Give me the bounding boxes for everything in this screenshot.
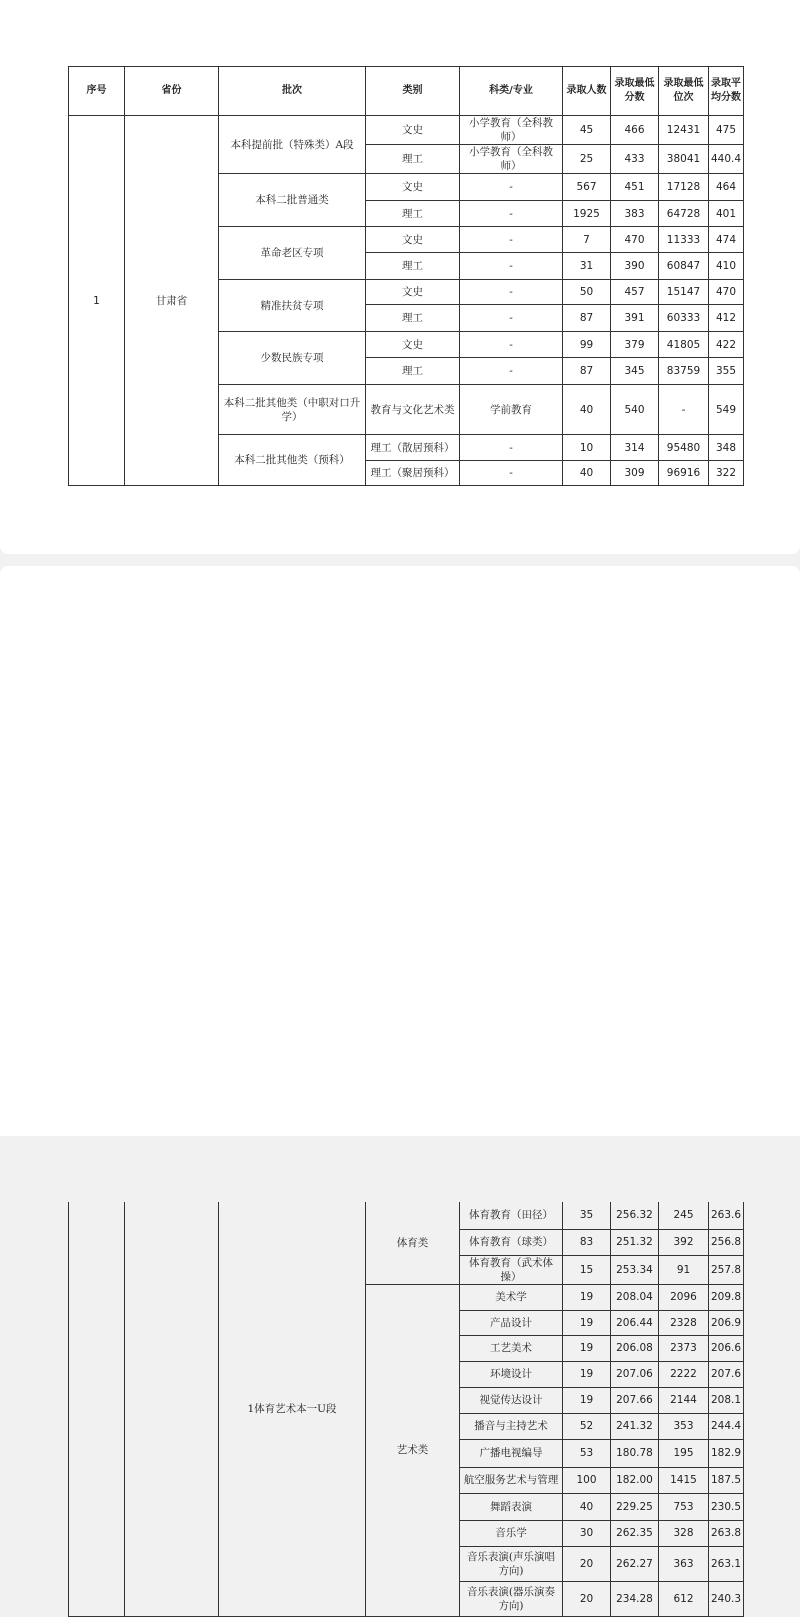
category-cell: 艺术类: [366, 1284, 460, 1616]
min-score-cell: 206.44: [611, 1310, 659, 1335]
min-score-cell: 262.35: [611, 1520, 659, 1546]
major-cell: -: [460, 305, 563, 332]
category-cell: 理工: [366, 201, 460, 227]
major-cell: 音乐表演(器乐演奏方向): [460, 1581, 563, 1616]
table-row: [69, 1202, 744, 1229]
avg-score-cell: 355: [709, 358, 744, 385]
province-cell: 甘肃省: [125, 116, 219, 486]
min-rank-cell: 83759: [659, 358, 709, 385]
major-cell: 小学教育（全科教师）: [460, 145, 563, 174]
category-cell: 理工: [366, 145, 460, 174]
major-cell: 体育教育（武术体操）: [460, 1255, 563, 1284]
avg-score-cell: 187.5: [709, 1467, 744, 1493]
avg-score-cell: 240.3: [709, 1581, 744, 1616]
admitted-count-cell: 50: [563, 280, 611, 305]
major-cell: 体育教育（球类）: [460, 1229, 563, 1255]
column-header: 录取最低分数: [611, 67, 659, 116]
category-cell: 文史: [366, 227, 460, 253]
min-score-cell: 206.08: [611, 1335, 659, 1361]
min-score-cell: 208.04: [611, 1284, 659, 1310]
document-page-1: [0, 0, 800, 554]
major-cell: -: [460, 280, 563, 305]
min-rank-cell: 753: [659, 1493, 709, 1520]
min-score-cell: 470: [611, 227, 659, 253]
avg-score-cell: 263.6: [709, 1202, 744, 1229]
min-score-cell: 379: [611, 332, 659, 358]
min-score-cell: 451: [611, 174, 659, 201]
major-cell: 体育教育（田径）: [460, 1202, 563, 1229]
admitted-count-cell: 567: [563, 174, 611, 201]
column-header: 录取人数: [563, 67, 611, 116]
admission-table-page-2: [68, 1202, 744, 1617]
major-cell: 产品设计: [460, 1310, 563, 1335]
column-header: 序号: [69, 67, 125, 116]
category-cell: 文史: [366, 174, 460, 201]
category-cell: 理工: [366, 253, 460, 280]
admitted-count-cell: 83: [563, 1229, 611, 1255]
min-score-cell: 182.00: [611, 1467, 659, 1493]
major-cell: -: [460, 461, 563, 486]
min-score-cell: 314: [611, 435, 659, 461]
min-score-cell: 457: [611, 280, 659, 305]
batch-cell: 本科二批其他类（中职对口升学）: [219, 385, 366, 435]
avg-score-cell: 348: [709, 435, 744, 461]
avg-score-cell: 474: [709, 227, 744, 253]
admitted-count-cell: 1925: [563, 201, 611, 227]
avg-score-cell: 207.6: [709, 1361, 744, 1387]
admitted-count-cell: 100: [563, 1467, 611, 1493]
batch-cell: 少数民族专项: [219, 332, 366, 385]
avg-score-cell: 257.8: [709, 1255, 744, 1284]
major-cell: 音乐表演(声乐演唱方向): [460, 1546, 563, 1581]
avg-score-cell: 263.1: [709, 1546, 744, 1581]
avg-score-cell: 422: [709, 332, 744, 358]
major-cell: 工艺美术: [460, 1335, 563, 1361]
admitted-count-cell: 20: [563, 1581, 611, 1616]
avg-score-cell: 206.9: [709, 1310, 744, 1335]
column-header: 省份: [125, 67, 219, 116]
sequence-number-cell: 1: [69, 116, 125, 486]
batch-cell: 精准扶贫专项: [219, 280, 366, 332]
avg-score-cell: 182.9: [709, 1439, 744, 1467]
min-score-cell: 383: [611, 201, 659, 227]
batch-cell: 革命老区专项: [219, 227, 366, 280]
min-score-cell: 207.06: [611, 1361, 659, 1387]
major-cell: 学前教育: [460, 385, 563, 435]
avg-score-cell: 464: [709, 174, 744, 201]
min-rank-cell: 60333: [659, 305, 709, 332]
min-score-cell: 253.34: [611, 1255, 659, 1284]
avg-score-cell: 410: [709, 253, 744, 280]
category-cell: 理工: [366, 305, 460, 332]
batch-cell: 本科二批其他类（预科）: [219, 435, 366, 486]
min-score-cell: 207.66: [611, 1387, 659, 1413]
category-cell: 体育类: [366, 1202, 460, 1284]
admitted-count-cell: 19: [563, 1310, 611, 1335]
category-cell: 理工（散居预科）: [366, 435, 460, 461]
min-rank-cell: 328: [659, 1520, 709, 1546]
category-cell: 文史: [366, 116, 460, 145]
admitted-count-cell: 40: [563, 461, 611, 486]
min-rank-cell: 353: [659, 1413, 709, 1439]
min-score-cell: 309: [611, 461, 659, 486]
min-score-cell: 345: [611, 358, 659, 385]
admitted-count-cell: 35: [563, 1202, 611, 1229]
province-cell: [125, 1202, 219, 1616]
avg-score-cell: 230.5: [709, 1493, 744, 1520]
min-rank-cell: 612: [659, 1581, 709, 1616]
min-rank-cell: 38041: [659, 145, 709, 174]
admitted-count-cell: 19: [563, 1387, 611, 1413]
avg-score-cell: 209.8: [709, 1284, 744, 1310]
category-cell: 理工（聚居预科）: [366, 461, 460, 486]
min-rank-cell: 2144: [659, 1387, 709, 1413]
admitted-count-cell: 7: [563, 227, 611, 253]
min-rank-cell: 95480: [659, 435, 709, 461]
major-cell: -: [460, 227, 563, 253]
major-cell: 音乐学: [460, 1520, 563, 1546]
header-row: [69, 67, 744, 116]
avg-score-cell: 256.8: [709, 1229, 744, 1255]
major-cell: 播音与主持艺术: [460, 1413, 563, 1439]
min-rank-cell: 392: [659, 1229, 709, 1255]
min-score-cell: 251.32: [611, 1229, 659, 1255]
admitted-count-cell: 19: [563, 1284, 611, 1310]
category-cell: 文史: [366, 332, 460, 358]
batch-cell: 1体育艺术本一U段: [219, 1202, 366, 1616]
min-rank-cell: 2096: [659, 1284, 709, 1310]
min-score-cell: 180.78: [611, 1439, 659, 1467]
min-rank-cell: 245: [659, 1202, 709, 1229]
major-cell: 环境设计: [460, 1361, 563, 1387]
avg-score-cell: 322: [709, 461, 744, 486]
admitted-count-cell: 19: [563, 1361, 611, 1387]
min-rank-cell: 363: [659, 1546, 709, 1581]
admitted-count-cell: 87: [563, 305, 611, 332]
min-rank-cell: 41805: [659, 332, 709, 358]
admitted-count-cell: 25: [563, 145, 611, 174]
avg-score-cell: 263.8: [709, 1520, 744, 1546]
min-score-cell: 540: [611, 385, 659, 435]
min-rank-cell: 2222: [659, 1361, 709, 1387]
min-rank-cell: 60847: [659, 253, 709, 280]
sequence-number-cell: [69, 1202, 125, 1616]
min-rank-cell: 15147: [659, 280, 709, 305]
column-header: 录取平均分数: [709, 67, 744, 116]
document-page-2: [0, 566, 800, 1612]
min-score-cell: 256.32: [611, 1202, 659, 1229]
min-rank-cell: 12431: [659, 116, 709, 145]
major-cell: 视觉传达设计: [460, 1387, 563, 1413]
major-cell: 广播电视编导: [460, 1439, 563, 1467]
min-rank-cell: 2373: [659, 1335, 709, 1361]
avg-score-cell: 475: [709, 116, 744, 145]
table-row: [69, 116, 744, 145]
admitted-count-cell: 45: [563, 116, 611, 145]
min-score-cell: 241.32: [611, 1413, 659, 1439]
column-header: 录取最低位次: [659, 67, 709, 116]
min-rank-cell: -: [659, 385, 709, 435]
admitted-count-cell: 53: [563, 1439, 611, 1467]
admitted-count-cell: 15: [563, 1255, 611, 1284]
avg-score-cell: 401: [709, 201, 744, 227]
column-header: 科类/专业: [460, 67, 563, 116]
major-cell: -: [460, 332, 563, 358]
category-cell: 理工: [366, 358, 460, 385]
column-header: 批次: [219, 67, 366, 116]
avg-score-cell: 470: [709, 280, 744, 305]
min-rank-cell: 2328: [659, 1310, 709, 1335]
min-score-cell: 391: [611, 305, 659, 332]
admitted-count-cell: 30: [563, 1520, 611, 1546]
major-cell: -: [460, 358, 563, 385]
min-score-cell: 229.25: [611, 1493, 659, 1520]
major-cell: -: [460, 435, 563, 461]
min-score-cell: 262.27: [611, 1546, 659, 1581]
min-score-cell: 466: [611, 116, 659, 145]
batch-cell: 本科二批普通类: [219, 174, 366, 227]
min-rank-cell: 11333: [659, 227, 709, 253]
min-score-cell: 390: [611, 253, 659, 280]
avg-score-cell: 244.4: [709, 1413, 744, 1439]
min-score-cell: 234.28: [611, 1581, 659, 1616]
avg-score-cell: 549: [709, 385, 744, 435]
min-rank-cell: 1415: [659, 1467, 709, 1493]
min-rank-cell: 91: [659, 1255, 709, 1284]
min-rank-cell: 64728: [659, 201, 709, 227]
avg-score-cell: 206.6: [709, 1335, 744, 1361]
category-cell: 文史: [366, 280, 460, 305]
admitted-count-cell: 99: [563, 332, 611, 358]
major-cell: -: [460, 201, 563, 227]
admitted-count-cell: 40: [563, 385, 611, 435]
admitted-count-cell: 10: [563, 435, 611, 461]
major-cell: 小学教育（全科教师）: [460, 116, 563, 145]
major-cell: -: [460, 253, 563, 280]
batch-cell: 本科提前批（特殊类）A段: [219, 116, 366, 174]
min-rank-cell: 96916: [659, 461, 709, 486]
avg-score-cell: 440.4: [709, 145, 744, 174]
min-score-cell: 433: [611, 145, 659, 174]
major-cell: 舞蹈表演: [460, 1493, 563, 1520]
admitted-count-cell: 31: [563, 253, 611, 280]
avg-score-cell: 208.1: [709, 1387, 744, 1413]
major-cell: -: [460, 174, 563, 201]
admitted-count-cell: 52: [563, 1413, 611, 1439]
admitted-count-cell: 20: [563, 1546, 611, 1581]
min-rank-cell: 195: [659, 1439, 709, 1467]
category-cell: 教育与文化艺术类: [366, 385, 460, 435]
major-cell: 美术学: [460, 1284, 563, 1310]
min-rank-cell: 17128: [659, 174, 709, 201]
admitted-count-cell: 19: [563, 1335, 611, 1361]
major-cell: 航空服务艺术与管理: [460, 1467, 563, 1493]
admitted-count-cell: 40: [563, 1493, 611, 1520]
admitted-count-cell: 87: [563, 358, 611, 385]
admission-table-page-1: [68, 66, 744, 486]
column-header: 类别: [366, 67, 460, 116]
avg-score-cell: 412: [709, 305, 744, 332]
